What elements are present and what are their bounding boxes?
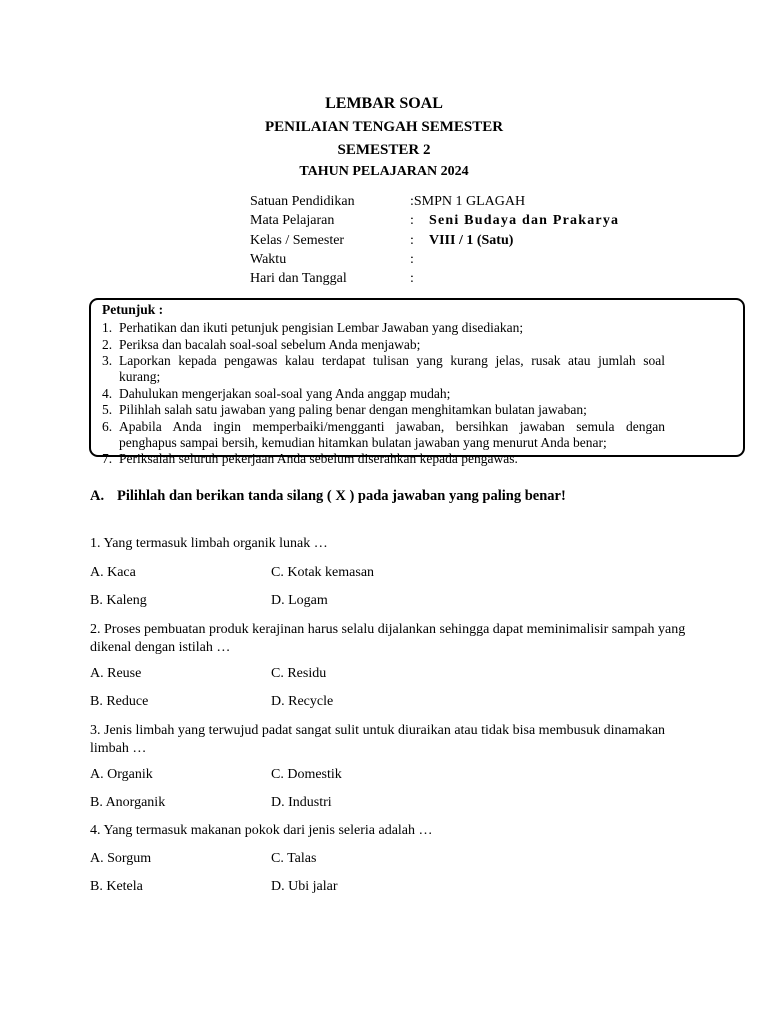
info-label-date: Hari dan Tanggal xyxy=(250,271,347,286)
info-colon: : xyxy=(410,252,414,267)
rule-number: 4. xyxy=(102,386,113,401)
info-colon: : xyxy=(410,213,414,228)
rule-number: 3. xyxy=(102,353,113,368)
answer-option[interactable]: B. Kaleng xyxy=(90,593,147,608)
academic-year-heading: TAHUN PELAJARAN 2024 xyxy=(299,164,469,179)
rule-text: Periksalah seluruh pekerjaan Anda sebelum diserahkan kepada pengawas. xyxy=(119,451,518,466)
rule-number: 6. xyxy=(102,419,113,434)
exam-name: PENILAIAN TENGAH SEMESTER xyxy=(264,119,504,135)
answer-option[interactable]: D. Industri xyxy=(271,795,332,810)
rule-text: Laporkan kepada pengawas kalau terdapat tulisan yang kurang jelas, rusak atau jumlah soal xyxy=(119,353,665,368)
info-label-time: Waktu xyxy=(250,252,287,267)
answer-option[interactable]: B. Ketela xyxy=(90,879,143,894)
info-value-school: SMPN 1 GLAGAH xyxy=(413,194,526,209)
rule-number: 7. xyxy=(102,451,113,466)
rule-text: Perhatikan dan ikuti petunjuk pengisian Lembar Jawaban yang disediakan; xyxy=(119,320,524,335)
rule-text: Dahulukan mengerjakan soal-soal yang Anda anggap mudah; xyxy=(119,386,451,401)
question-text: 2. Proses pembuatan produk kerajinan harus selalu dijalankan sehingga dapat meminimalisir sampah yang dikenal dengan istilah … xyxy=(90,622,686,655)
answer-option[interactable]: A. Kaca xyxy=(90,565,136,580)
info-colon: : xyxy=(410,271,414,286)
answer-option[interactable]: B. Anorganik xyxy=(90,795,166,810)
rule-number: 5. xyxy=(102,402,113,417)
answer-option[interactable]: D. Recycle xyxy=(271,694,334,709)
rule-number: 2. xyxy=(102,337,113,352)
answer-option[interactable]: D. Ubi jalar xyxy=(271,879,338,894)
answer-option[interactable]: C. Domestik xyxy=(271,767,342,782)
answer-option[interactable]: D. Logam xyxy=(271,593,328,608)
answer-option[interactable]: B. Reduce xyxy=(90,694,149,709)
rule-text: Apabila Anda ingin memperbaiki/mengganti jawaban, bersihkan jawaban semula dengan xyxy=(119,419,665,434)
question-text: 4. Yang termasuk makanan pokok dari jenis seleria adalah … xyxy=(90,823,433,838)
section-letter: A. xyxy=(90,488,105,504)
info-label-subject: Mata Pelajaran xyxy=(250,213,335,228)
answer-option[interactable]: A. Organik xyxy=(90,767,153,782)
info-label-school: Satuan Pendidikan xyxy=(250,194,355,209)
info-value-subject: Seni Budaya dan Prakarya xyxy=(429,213,620,228)
question-text: 3. Jenis limbah yang terwujud padat sangat sulit untuk diuraikan atau tidak bisa membusuk dinamakan limbah … xyxy=(90,723,666,756)
instructions-title: Petunjuk : xyxy=(102,302,164,317)
section-instruction: Pilihlah dan berikan tanda silang ( X ) pada jawaban yang paling benar! xyxy=(117,488,566,504)
rule-text: Pilihlah salah satu jawaban yang paling benar dengan menghitamkan bulatan jawaban; xyxy=(119,402,587,417)
question-text: 1. Yang termasuk limbah organik lunak … xyxy=(90,536,328,551)
rule-text-continued: kurang; xyxy=(119,369,161,384)
answer-option[interactable]: A. Sorgum xyxy=(90,851,152,866)
rule-number: 1. xyxy=(102,320,113,335)
semester-heading: SEMESTER 2 xyxy=(337,142,431,158)
rule-text-continued: penghapus sampai bersih, kemudian hitamkan bulatan jawaban yang menurut Anda benar; xyxy=(119,435,607,450)
info-value-class: VIII / 1 (Satu) xyxy=(429,233,514,248)
document-title: LEMBAR SOAL xyxy=(325,95,443,112)
info-label-class: Kelas / Semester xyxy=(250,233,345,248)
answer-option[interactable]: C. Kotak kemasan xyxy=(271,565,375,580)
info-colon: : xyxy=(410,233,414,248)
answer-option[interactable]: C. Residu xyxy=(271,666,327,681)
answer-option[interactable]: A. Reuse xyxy=(90,666,142,681)
rule-text: Periksa dan bacalah soal-soal sebelum Anda menjawab; xyxy=(119,337,421,352)
info-colon: :SMPN 1 GLAGAH xyxy=(410,194,526,209)
answer-option[interactable]: C. Talas xyxy=(271,851,317,866)
section-heading xyxy=(90,488,566,505)
